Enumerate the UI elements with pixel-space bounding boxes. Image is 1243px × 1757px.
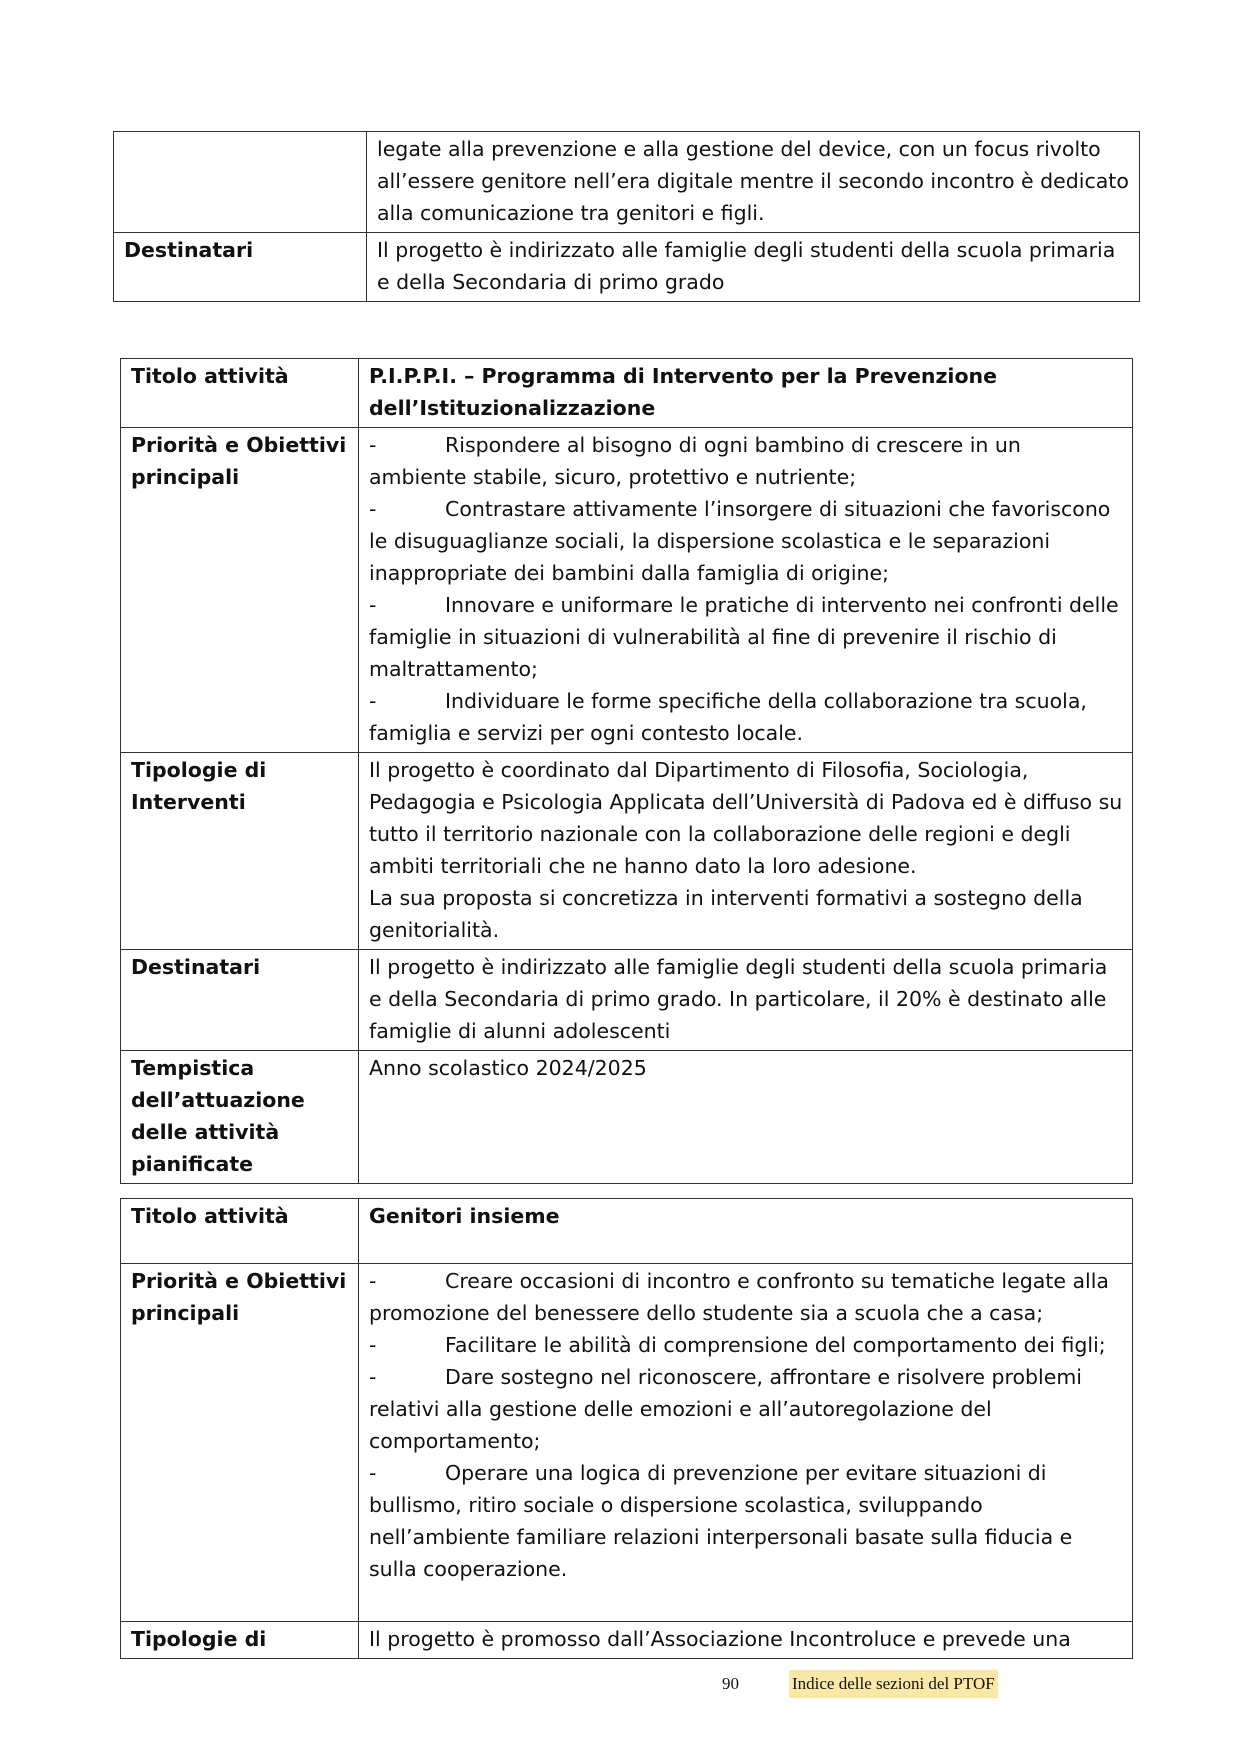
row-label: [114, 132, 367, 233]
types-text: Il progetto è promosso dall’Associazione Incontroluce e prevede una: [359, 1622, 1133, 1659]
toc-link[interactable]: Indice delle sezioni del PTOF: [789, 1670, 998, 1698]
title-label: Titolo attività: [121, 1199, 359, 1264]
list-item-text: Contrastare attivamente l’insorgere di situazioni che favoriscono le disuguaglianze sociali, la dispersione scolastica e le separazioni inappropriate dei bambini dalla famiglia di origine;: [369, 497, 1111, 585]
table-row: [121, 950, 1133, 1051]
page-footer: [0, 1670, 1243, 1698]
paragraph: La sua proposta si concretizza in interventi formativi a sostegno della genitorialità.: [369, 886, 1083, 942]
table-row: [121, 1199, 1133, 1264]
table-row: [121, 1051, 1133, 1184]
table-row: [121, 1264, 1133, 1622]
list-item: [369, 685, 1124, 749]
timing-label: Tempistica dell’attuazione delle attività pianificate: [121, 1051, 359, 1184]
list-item-text: Operare una logica di prevenzione per evitare situazioni di bullismo, ritiro sociale o dispersione scolastica, sviluppando nell’ambiente familiare relazioni interpersonali basate sulla fiducia e sulla cooperazione.: [369, 1461, 1073, 1581]
table-row: [121, 428, 1133, 753]
list-item-text: Dare sostegno nel riconoscere, affrontare e risolvere problemi relativi alla gestione delle emozioni e all’autoregolazione del comportamento;: [369, 1365, 1082, 1453]
table-row: [114, 132, 1140, 233]
list-item-text: Rispondere al bisogno di ogni bambino di crescere in un ambiente stabile, sicuro, protettivo e nutriente;: [369, 433, 1021, 489]
paragraph: Il progetto è coordinato dal Dipartimento di Filosofia, Sociologia, Pedagogia e Psicologia Applicata dell’Università di Padova ed è diffuso su tutto il territorio nazionale con la collaborazione delle regioni e degli ambiti territoriali che ne hanno dato la loro adesione.: [369, 758, 1123, 878]
row-label: Destinatari: [114, 233, 367, 302]
dash-bullet: -: [369, 689, 377, 713]
timing-text: Anno scolastico 2024/2025: [359, 1051, 1133, 1184]
table-continuation: [113, 131, 1140, 302]
priorities-label: Priorità e Obiettivi principali: [121, 1264, 359, 1622]
types-text: [359, 753, 1133, 950]
activity-table-genitori-insieme: [120, 1198, 1133, 1659]
priorities-label: Priorità e Obiettivi principali: [121, 428, 359, 753]
activity-title: P.I.P.P.I. – Programma di Intervento per la Prevenzione dell’Istituzionalizzazione: [359, 359, 1133, 428]
list-item: [369, 1361, 1124, 1457]
list-item-text: Innovare e uniformare le pratiche di intervento nei confronti delle famiglie in situazioni di vulnerabilità al fine di prevenire il rischio di maltrattamento;: [369, 593, 1119, 681]
list-item-text: Individuare le forme specifiche della collaborazione tra scuola, famiglia e servizi per ogni contesto locale.: [369, 689, 1087, 745]
row-text: Il progetto è indirizzato alle famiglie degli studenti della scuola primaria e della Secondaria di primo grado: [367, 233, 1140, 302]
dash-bullet: -: [369, 1461, 377, 1485]
table-row: [114, 233, 1140, 302]
dash-bullet: -: [369, 497, 377, 521]
list-item: [369, 493, 1124, 589]
recipients-label: Destinatari: [121, 950, 359, 1051]
list-item-text: Creare occasioni di incontro e confronto su tematiche legate alla promozione del benessere dello studente sia a scuola che a casa;: [369, 1269, 1109, 1325]
activity-title: Genitori insieme: [359, 1199, 1133, 1264]
title-label: Titolo attività: [121, 359, 359, 428]
list-item: [369, 429, 1124, 493]
recipients-text: Il progetto è indirizzato alle famiglie degli studenti della scuola primaria e della Secondaria di primo grado. In particolare, il 20% è destinato alle famiglie di alunni adolescenti: [359, 950, 1133, 1051]
row-text: legate alla prevenzione e alla gestione del device, con un focus rivolto all’essere genitore nell’era digitale mentre il secondo incontro è dedicato alla comunicazione tra genitori e figli.: [367, 132, 1140, 233]
list-item: [369, 589, 1124, 685]
priorities-list: [359, 428, 1133, 753]
activity-table-pippi: [120, 358, 1133, 1184]
table-row: [121, 753, 1133, 950]
types-label: Tipologie di: [121, 1622, 359, 1659]
dash-bullet: -: [369, 593, 377, 617]
table-row: [121, 359, 1133, 428]
types-label: Tipologie di Interventi: [121, 753, 359, 950]
list-item: [369, 1329, 1124, 1361]
table-row: [121, 1622, 1133, 1659]
dash-bullet: -: [369, 1269, 377, 1293]
dash-bullet: -: [369, 1365, 377, 1389]
dash-bullet: -: [369, 433, 377, 457]
list-item-text: Facilitare le abilità di comprensione del comportamento dei figli;: [445, 1333, 1106, 1357]
priorities-list: [359, 1264, 1133, 1622]
dash-bullet: -: [369, 1333, 377, 1357]
list-item: [369, 1265, 1124, 1329]
list-item: [369, 1457, 1124, 1585]
page-number: 90: [722, 1674, 739, 1693]
